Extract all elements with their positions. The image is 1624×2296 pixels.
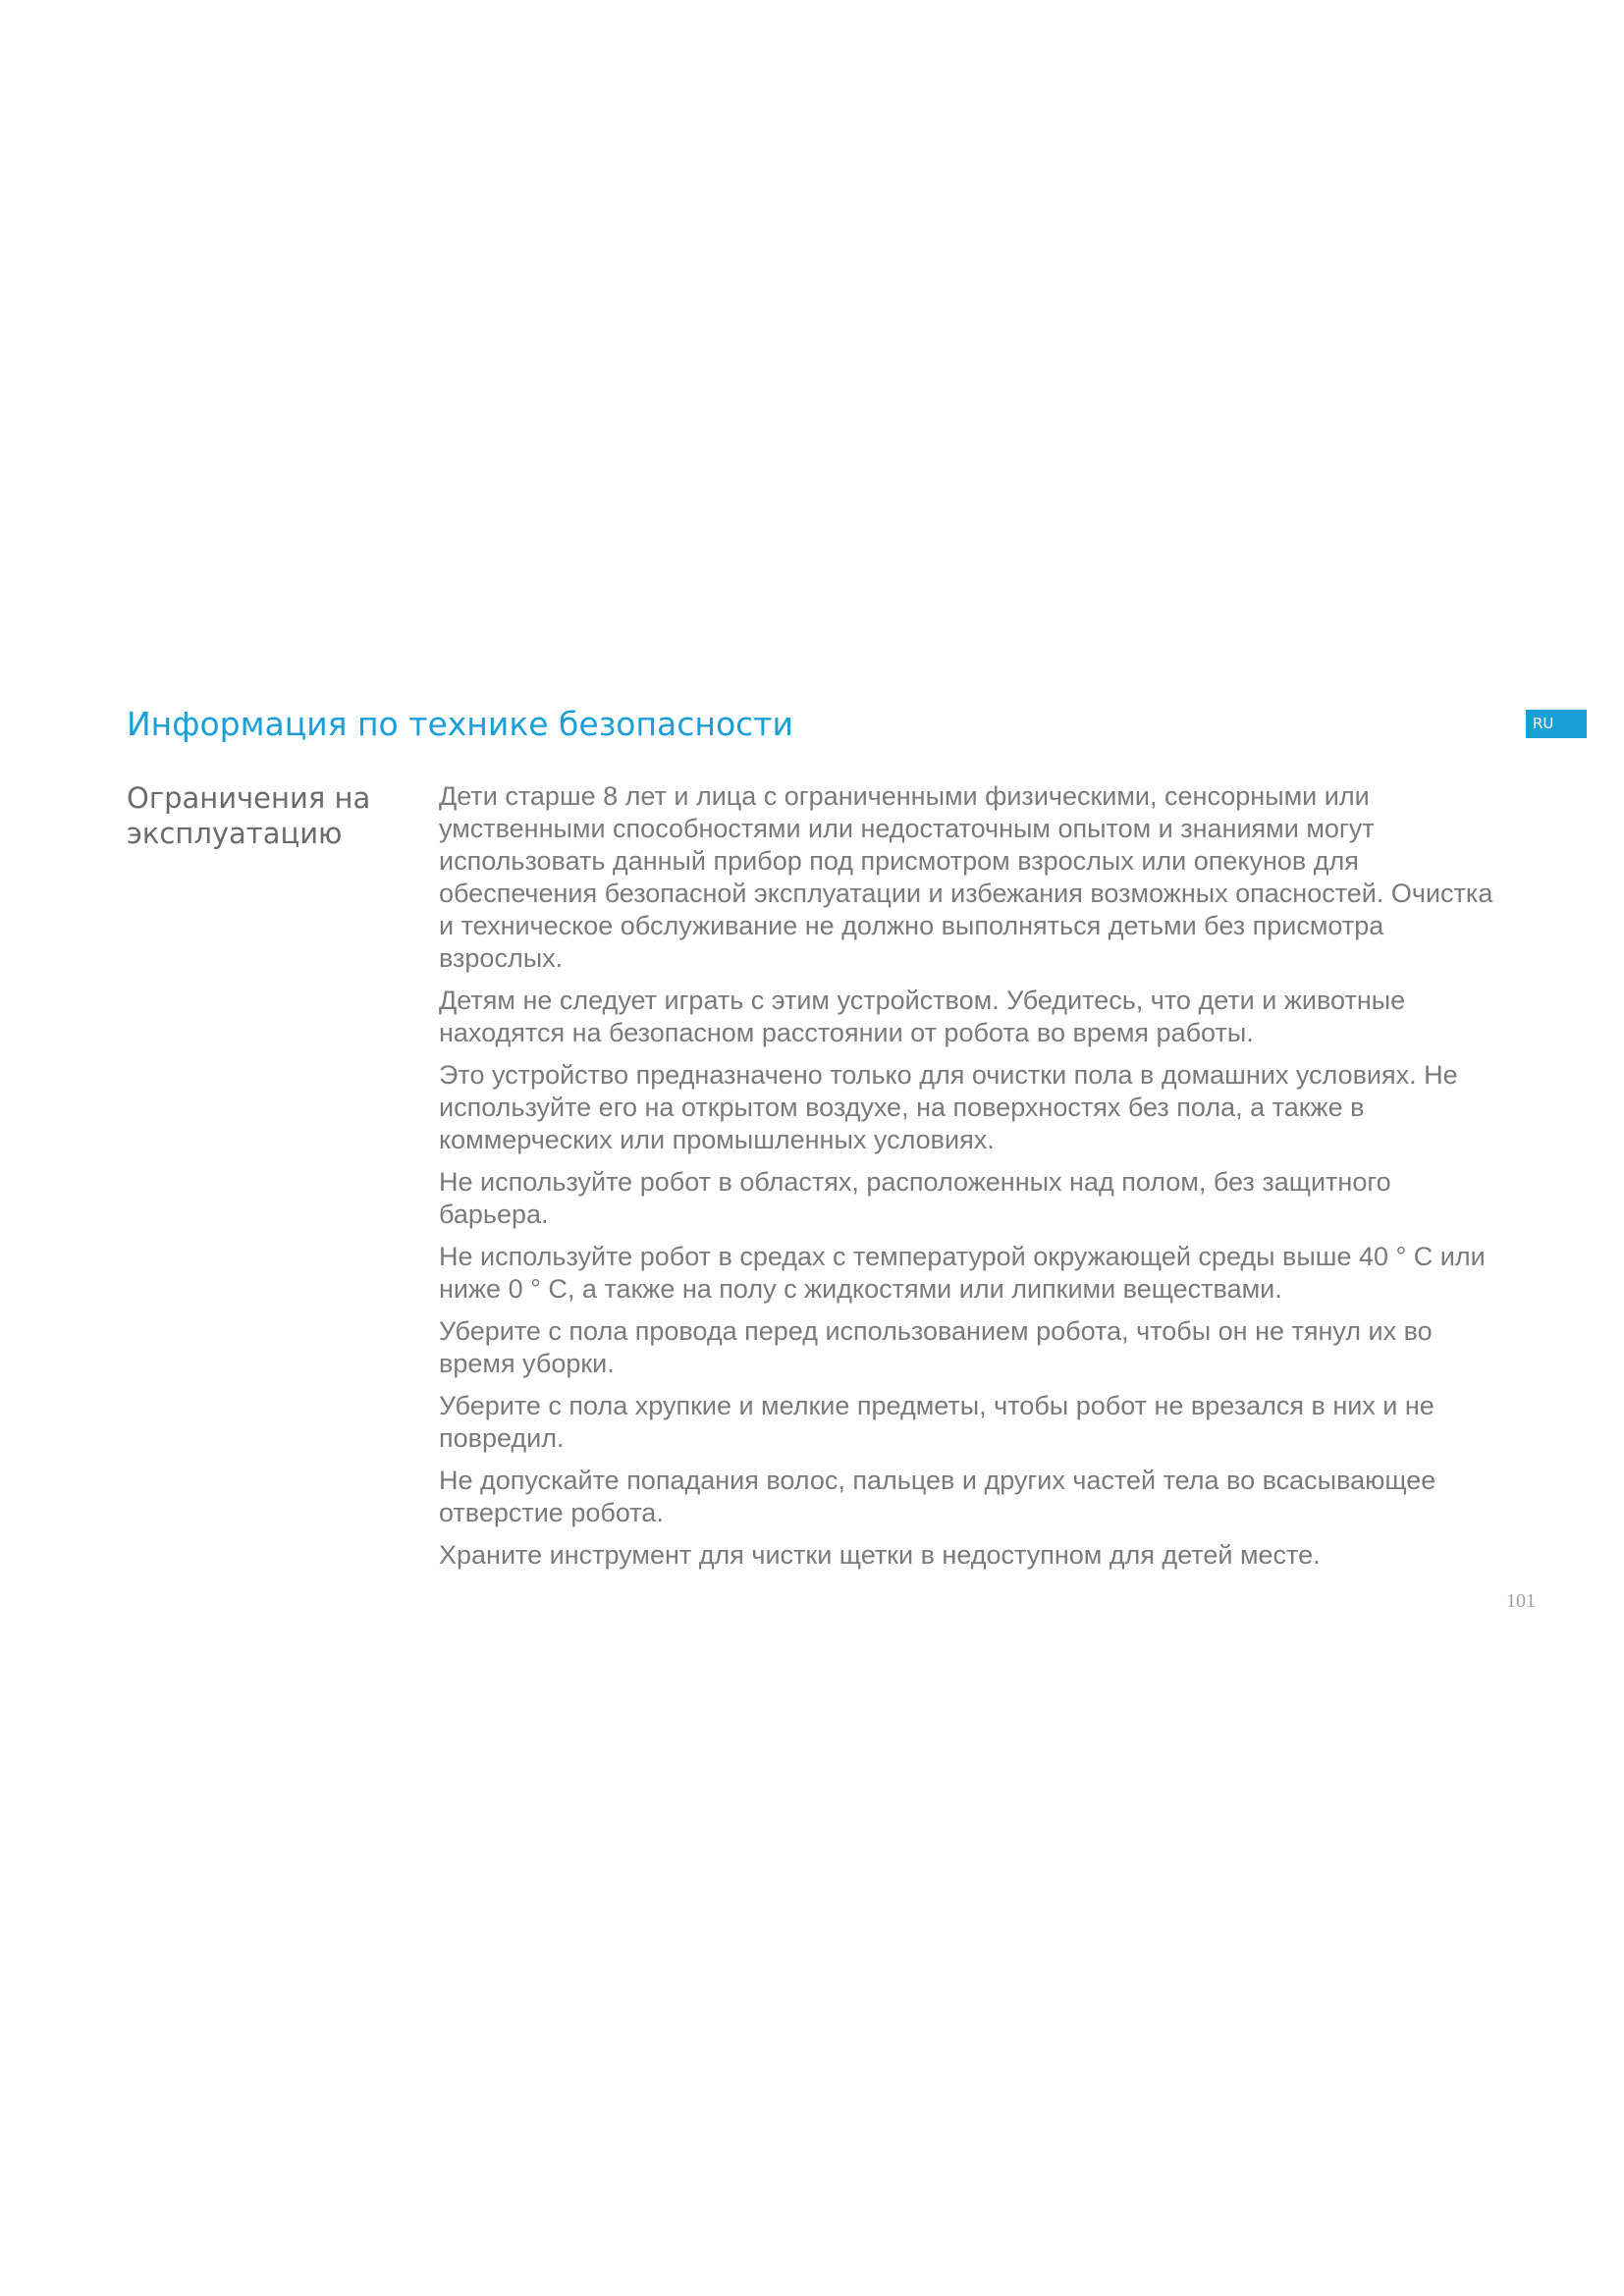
language-tab: RU bbox=[1526, 710, 1587, 738]
paragraph: Детям не следует играть с этим устройством. Убедитесь, что дети и животные находятся на безопасном расстоянии от робота во время работы. bbox=[439, 986, 1406, 1047]
paragraph: Не используйте робот в средах с температурой окружающей среды выше 40 ° C или ниже 0 ° C, а также на полу с жидкостями или липкими веществами. bbox=[439, 1242, 1486, 1304]
paragraph: Храните инструмент для чистки щетки в недоступном для детей месте. bbox=[439, 1540, 1321, 1570]
paragraph: Дети старше 8 лет и лица с ограниченными физическими, сенсорными или умственными способностями или недостаточным опытом и знаниями могут использовать данный прибор под присмотром взрослых или опекунов для обеспечения безопасной эксплуатации и избежания возможных опасностей. Очистка и техническое обслуживание не должно выполняться детьми без присмотра взрослых. bbox=[439, 781, 1493, 973]
section-label: Ограничения на эксплуатацию bbox=[127, 781, 371, 850]
paragraph: Не используйте робот в областях, расположенных над полом, без защитного барьера. bbox=[439, 1167, 1391, 1229]
paragraph: Это устройство предназначено только для очистки пола в домашних условиях. Не используйте его на открытом воздухе, на поверхностях без пола, а также в коммерческих или промышленных условиях. bbox=[439, 1060, 1458, 1154]
page-number: 101 bbox=[1506, 1590, 1536, 1612]
paragraph: Не допускайте попадания волос, пальцев и других частей тела во всасывающее отверстие робота. bbox=[439, 1466, 1436, 1527]
page-title: Информация по технике безопасности bbox=[127, 705, 793, 743]
paragraph: Уберите с пола провода перед использованием робота, чтобы он не тянул их во время уборки. bbox=[439, 1316, 1433, 1378]
section-body bbox=[439, 780, 1499, 1581]
paragraph: Уберите с пола хрупкие и мелкие предметы, чтобы робот не врезался в них и не повредил. bbox=[439, 1391, 1435, 1453]
